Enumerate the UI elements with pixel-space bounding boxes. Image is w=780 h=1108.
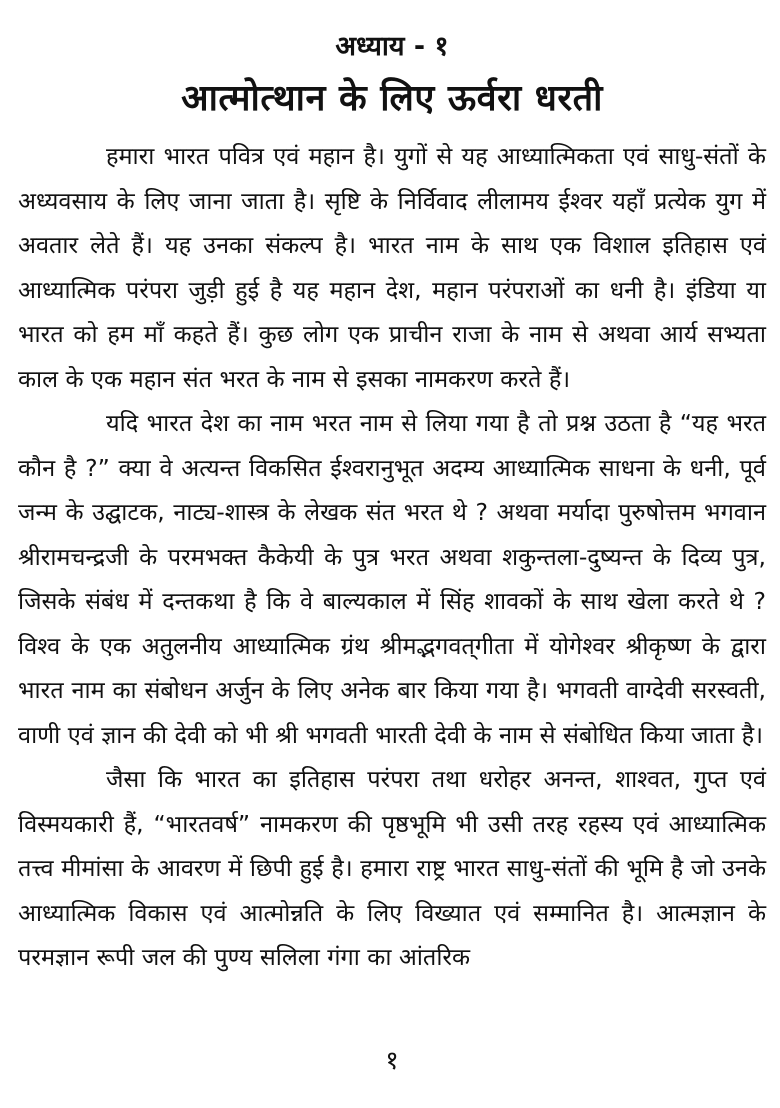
paragraph-2: यदि भारत देश का नाम भरत नाम से लिया गया है तो प्रश्न उठता है “यह भरत कौन है ?” क्या वे अत्यन्त विकसित ईश्वरानुभूत अदम्य आध्यात्मिक साधना के धनी, पूर्व जन्म के उद्घाटक, नाट्य-शास्त्र के लेखक संत भरत थे ? अथवा मर्यादा पुरुषोत्तम भगवान श्रीरामचन्द्रजी के परमभक्त कैकेयी के पुत्र भरत अथवा शकुन्तला-दुष्यन्त के दिव्य पुत्र, जिसके संबंध में दन्तकथा है कि वे बाल्यकाल में सिंह शावकों के साथ खेला करते थे ? विश्व के एक अतुलनीय आध्यात्मिक ग्रंथ श्रीमद्भगवत्‌गीता में योगेश्वर श्रीकृष्ण के द्वारा भारत नाम का संबोधन अर्जुन के लिए अनेक बार किया गया है। भगवती वाग्देवी सरस्वती, वाणी एवं ज्ञान की देवी को भी श्री भगवती भारती देवी के नाम से संबोधित किया जाता है।: [18, 409, 766, 749]
book-page: [18, 0, 766, 1108]
page-number: १: [385, 1046, 399, 1076]
paragraph-3: जैसा कि भारत का इतिहास परंपरा तथा धरोहर अनन्त, शाश्वत, गुप्त एवं विस्मयकारी हैं, “भारतवर्ष” नामकरण की पृष्ठभूमि भी उसी तरह रहस्य एवं आध्यात्मिक तत्त्व मीमांसा के आवरण में छिपी हुई है। हमारा राष्ट्र भारत साधु-संतों की भूमि है जो उनके आध्यात्मिक विकास एवं आत्मोन्नति के लिए विख्यात एवं सम्मानित है। आत्मज्ञान के परमज्ञान रूपी जल की पुण्य सलिला गंगा का आंतरिक: [18, 765, 766, 971]
chapter-title: आत्मोत्थान के लिए ऊर्वरा धरती: [181, 78, 603, 119]
chapter-number: अध्याय - १: [335, 31, 449, 62]
chapter-body: [18, 134, 766, 980]
paragraph-1: हमारा भारत पवित्र एवं महान है। युगों से यह आध्यात्मिकता एवं साधु-संतों के अध्यवसाय के लिए जाना जाता है। सृष्टि के निर्विवाद लीलामय ईश्वर यहाँ प्रत्येक युग में अवतार लेते हैं। यह उनका संकल्प है। भारत नाम के साथ एक विशाल इतिहास एवं आध्यात्मिक परंपरा जुड़ी हुई है यह महान देश, महान परंपराओं का धनी है। इंडिया या भारत को हम माँ कहते हैं। कुछ लोग एक प्राचीन राजा के नाम से अथवा आर्य सभ्यता काल के एक महान संत भरत के नाम से इसका नामकरण करते हैं।: [18, 142, 766, 393]
